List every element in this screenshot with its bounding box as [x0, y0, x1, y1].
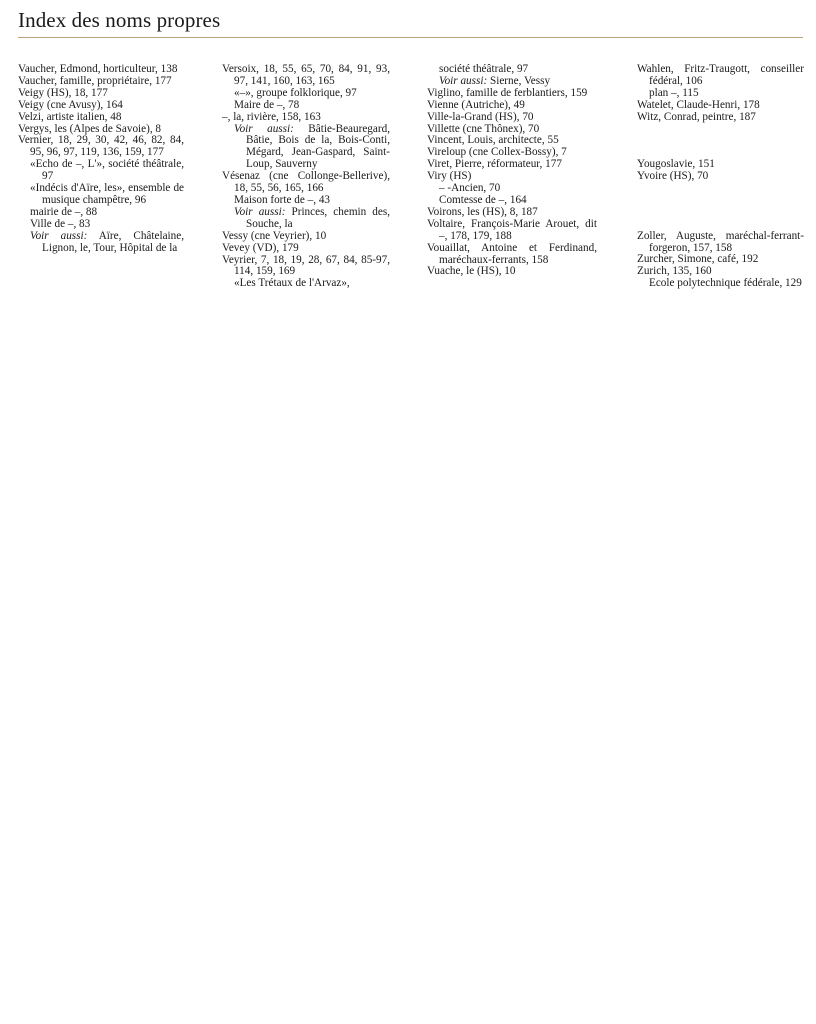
index-subentry: – -Ancien, 70	[439, 182, 501, 195]
index-column-2	[222, 64, 390, 290]
see-also-refs: Bâtie-Beauregard, Bâtie, Bois de la, Bois-Conti, Mégard, Jean-Gaspard, Saint-Loup, Sauverny	[246, 122, 390, 171]
index-column-1	[18, 64, 184, 255]
index-entry: Voirons, les (HS), 8, 187	[427, 205, 538, 218]
index-entry: Vouaillat, Antoine et Ferdinand, maréchaux-ferrants, 158	[427, 241, 597, 266]
index-subentry: plan –, 115	[649, 86, 699, 99]
see-also-label: Voir aussi:	[234, 205, 286, 218]
index-entry: Vincent, Louis, architecte, 55	[427, 134, 559, 147]
index-subentry: Ecole polytechnique fédérale, 129	[649, 277, 802, 290]
index-subentry: société théâtrale, 97	[439, 63, 529, 75]
see-also-refs: Princes, chemin des, Souche, la	[246, 205, 390, 230]
index-entry: Vaucher, famille, propriétaire, 177	[18, 74, 172, 87]
index-entry: Villette (cne Thônex), 70	[427, 122, 540, 135]
page-title: Index des noms propres	[18, 8, 221, 32]
index-entry: Vernier, 18, 29, 30, 42, 46, 82, 84, 95, 96, 97, 119, 136, 159, 177	[18, 134, 184, 159]
index-entry: Watelet, Claude-Henri, 178	[637, 98, 760, 111]
index-entry: Yougoslavie, 151	[637, 158, 715, 171]
see-also-label: Voir aussi:	[439, 74, 488, 87]
see-also-refs: Aïre, Châtelaine, Lignon, le, Tour, Hôpital de la	[42, 229, 184, 254]
index-entry: Vuache, le (HS), 10	[427, 265, 516, 278]
index-subentry: Ville de –, 83	[30, 217, 91, 230]
index-entry: Viry (HS)	[427, 170, 472, 183]
index-subentry: Maire de –, 78	[234, 98, 300, 111]
index-entry: Vergys, les (Alpes de Savoie), 8	[18, 122, 162, 135]
index-entry: Velzi, artiste italien, 48	[18, 110, 122, 123]
letter-gap	[637, 183, 804, 231]
index-subentry: mairie de –, 88	[30, 205, 98, 218]
index-entry: Veyrier, 7, 18, 19, 28, 67, 84, 85-97, 114, 159, 169	[222, 253, 390, 278]
index-subentry: «Les Trétaux de l'Arvaz»,	[234, 277, 350, 290]
index-entry: Viglino, famille de ferblantiers, 159	[427, 86, 588, 99]
index-entry: Veigy (cne Avusy), 164	[18, 98, 123, 111]
index-subentry	[222, 124, 390, 172]
index-column-3	[427, 64, 597, 278]
index-subentry	[18, 231, 184, 255]
index-entry: Zurcher, Simone, café, 192	[637, 253, 759, 266]
index-entry: Zoller, Auguste, maréchal-ferrant-forgeron, 157, 158	[637, 229, 804, 254]
index-entry: Viret, Pierre, réformateur, 177	[427, 158, 562, 171]
index-subentry: «Echo de –, L'», société théâtrale, 97	[30, 158, 184, 183]
index-entry: Versoix, 18, 55, 65, 70, 84, 91, 93, 97, 141, 160, 163, 165	[222, 63, 390, 87]
index-subentry: «Indécis d'Aïre, les», ensemble de musique champêtre, 96	[30, 182, 184, 206]
index-subentry	[222, 207, 390, 231]
index-entry: Wahlen, Fritz-Traugott, conseiller fédéral, 106	[637, 63, 804, 87]
index-entry: Vienne (Autriche), 49	[427, 98, 525, 111]
index-entry: Yvoire (HS), 70	[637, 170, 709, 183]
see-also-refs: Sierne, Vessy	[489, 74, 551, 87]
index-entry: Vésenaz (cne Collonge-Bellerive), 18, 55, 56, 165, 166	[222, 170, 390, 195]
index-entry: Ville-la-Grand (HS), 70	[427, 110, 534, 123]
index-entry: Witz, Conrad, peintre, 187	[637, 110, 756, 123]
letter-gap	[637, 124, 804, 160]
index-subentry: «–», groupe folklorique, 97	[234, 86, 357, 99]
see-also-label: Voir aussi:	[234, 122, 294, 135]
index-column-4	[637, 64, 804, 290]
index-entry: Vessy (cne Veyrier), 10	[222, 229, 327, 242]
see-also-label: Voir aussi:	[30, 229, 88, 242]
index-entry: Vaucher, Edmond, horticulteur, 138	[18, 63, 178, 75]
index-entry: Voltaire, François-Marie Arouet, dit –, 178, 179, 188	[427, 217, 597, 242]
index-entry: –, la, rivière, 158, 163	[222, 110, 321, 123]
index-entry: Zurich, 135, 160	[637, 265, 712, 278]
index-subentry: Maison forte de –, 43	[234, 193, 331, 206]
index-entry: Vevey (VD), 179	[222, 241, 299, 254]
index-entry: Veigy (HS), 18, 177	[18, 86, 108, 99]
index-subentry: Comtesse de –, 164	[439, 193, 527, 206]
index-entry: Vireloup (cne Collex-Bossy), 7	[427, 146, 567, 159]
page-header	[18, 8, 803, 38]
